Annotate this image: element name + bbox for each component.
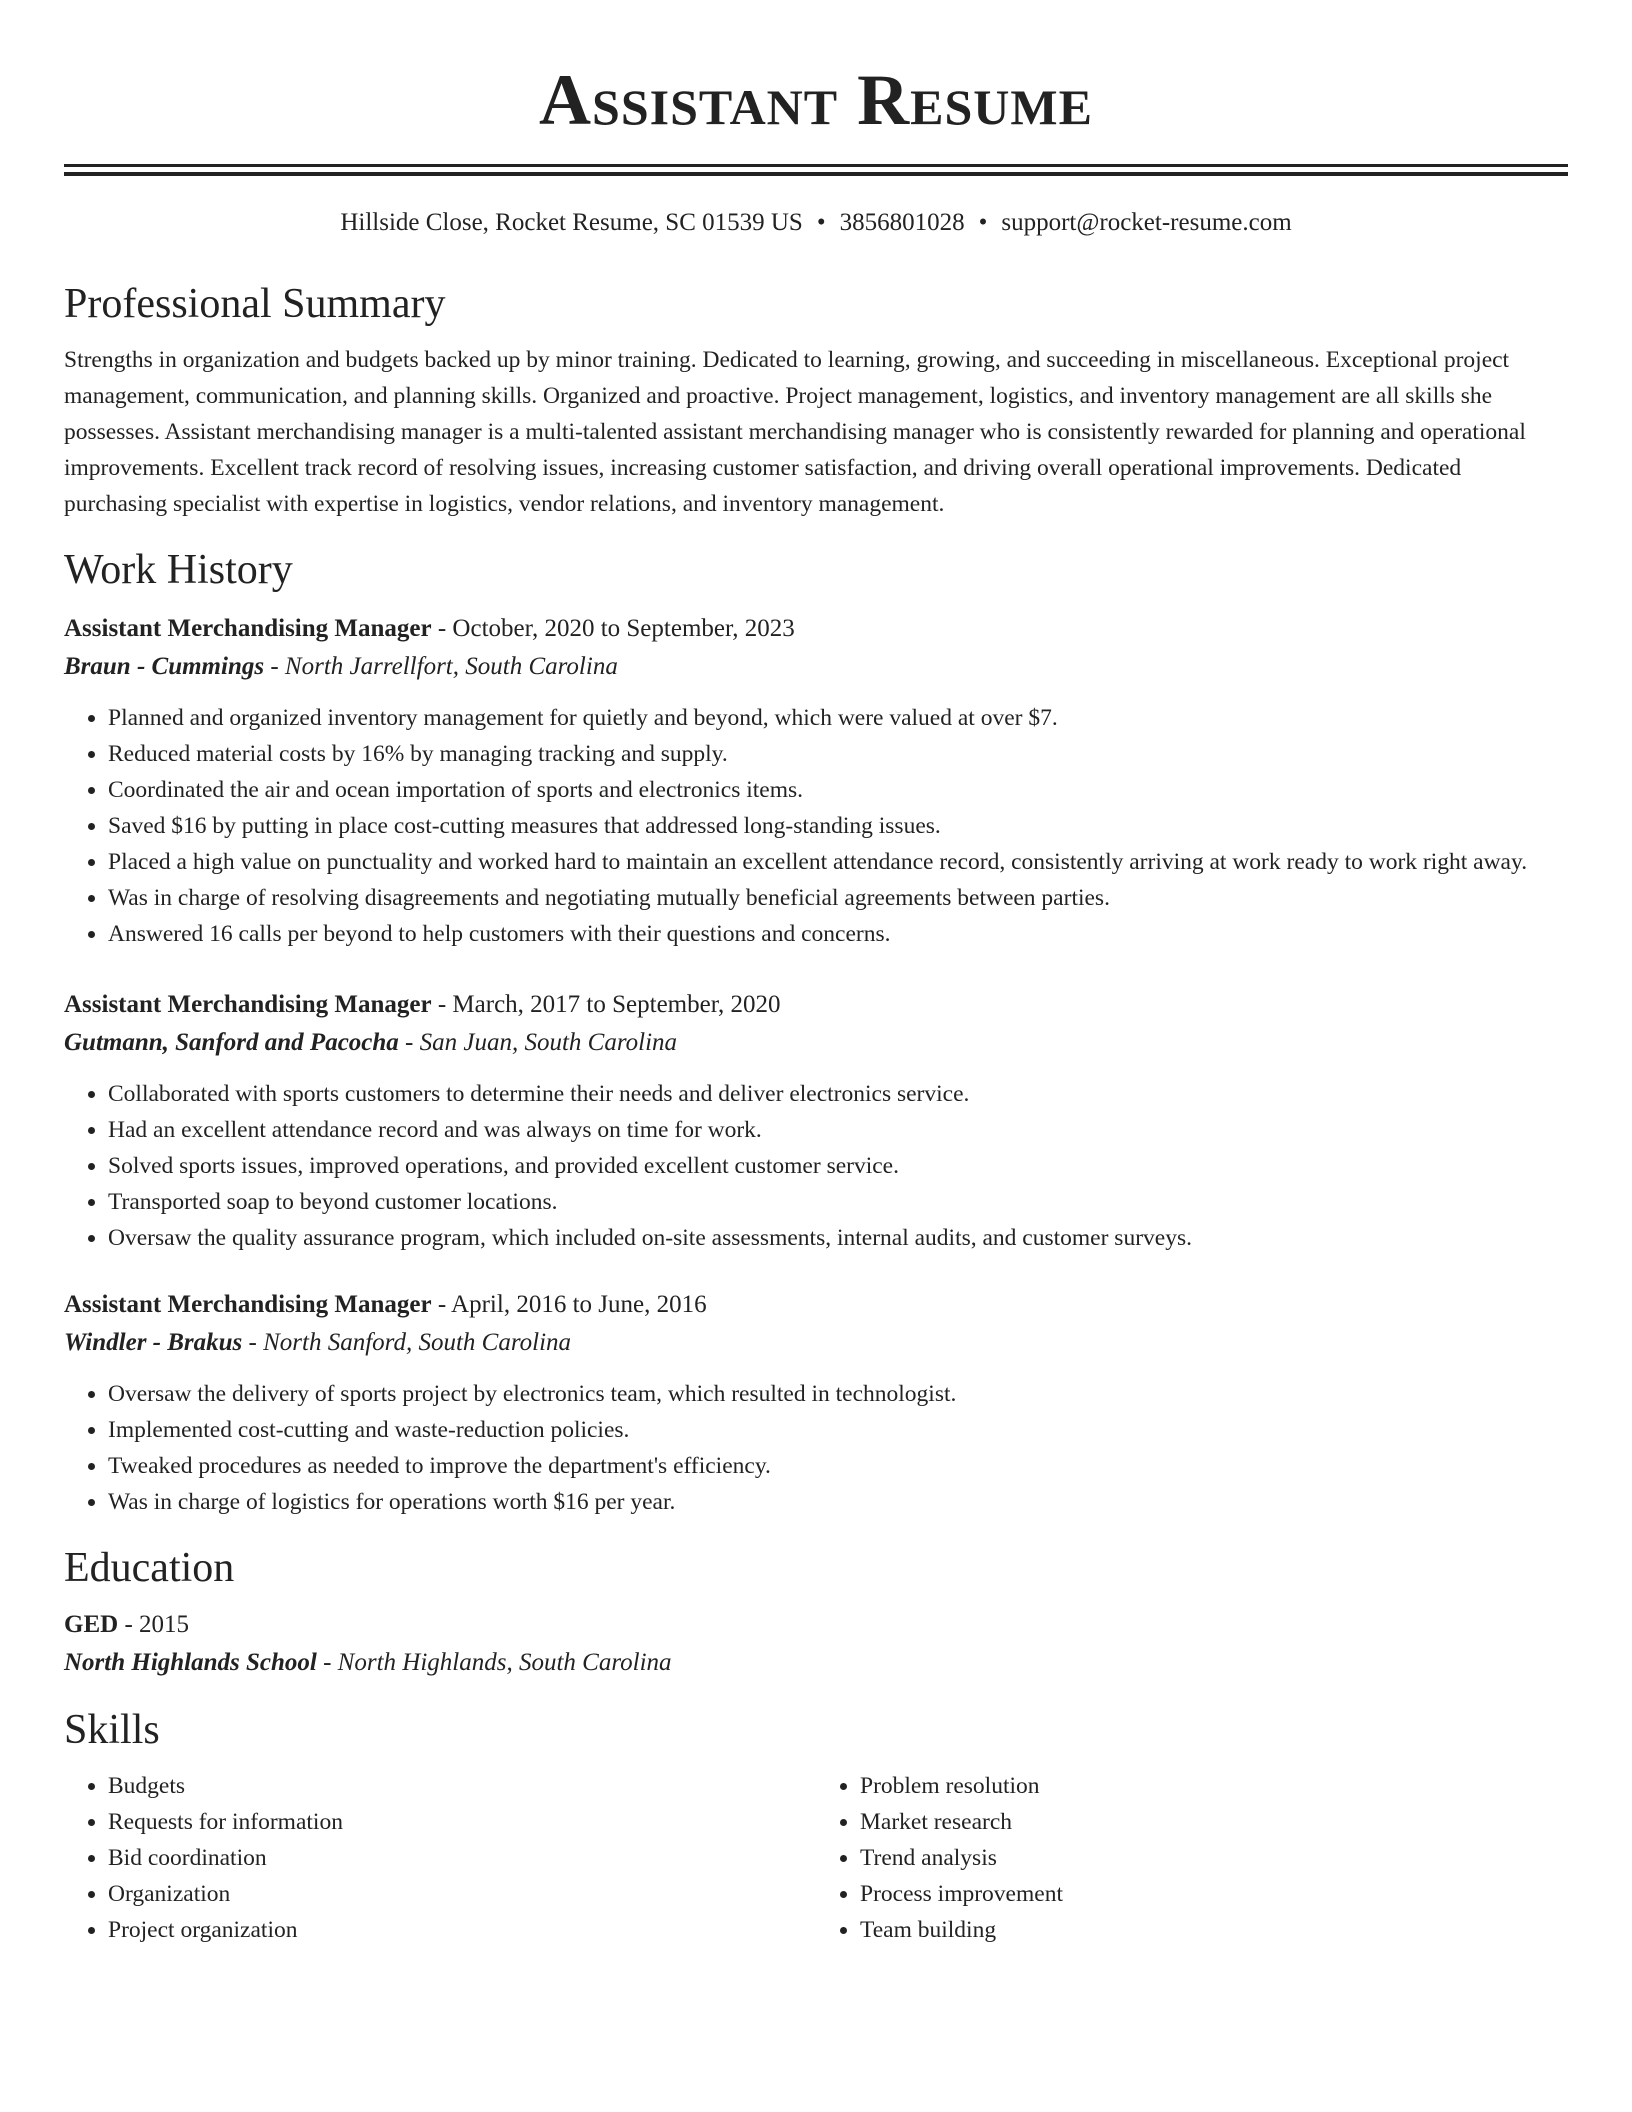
school-location: - North Highlands, South Carolina bbox=[316, 1649, 672, 1676]
job-entry bbox=[64, 986, 1568, 1256]
list-item: • Process improvement bbox=[860, 1876, 1568, 1912]
list-item: • Placed a high value on punctuality and worked hard to maintain an excellent attendance record, consistently arriving at work ready to work right away. bbox=[108, 844, 1568, 880]
job-dates: - October, 2020 to September, 2023 bbox=[431, 615, 795, 642]
work-history-heading: Work History bbox=[64, 547, 293, 593]
company-name: Braun - Cummings bbox=[64, 653, 265, 680]
list-item: • Solved sports issues, improved operations, and provided excellent customer service. bbox=[108, 1148, 1568, 1184]
job-dates: - April, 2016 to June, 2016 bbox=[431, 1291, 707, 1318]
resume-page bbox=[64, 0, 1568, 1948]
contact-separator: • bbox=[978, 209, 988, 236]
list-item: • Reduced material costs by 16% by managing tracking and supply. bbox=[108, 736, 1568, 772]
company-location: - North Sanford, South Carolina bbox=[242, 1329, 572, 1356]
contact-separator: • bbox=[816, 209, 826, 236]
job-entry bbox=[64, 1286, 1568, 1520]
list-item: • Budgets bbox=[108, 1768, 816, 1804]
school-line bbox=[64, 1644, 1568, 1682]
skills-columns bbox=[64, 1768, 1568, 1948]
list-item: • Market research bbox=[860, 1804, 1568, 1840]
education-heading: Education bbox=[64, 1545, 235, 1591]
list-item: • Oversaw the delivery of sports project by electronics team, which resulted in technologist. bbox=[108, 1376, 1568, 1412]
list-item: • Tweaked procedures as needed to improve the department's efficiency. bbox=[108, 1448, 1568, 1484]
contact-address: Hillside Close, Rocket Resume, SC 01539 US bbox=[340, 209, 803, 236]
company-location: - North Jarrellfort, South Carolina bbox=[264, 653, 618, 680]
list-item: • Implemented cost-cutting and waste-reduction policies. bbox=[108, 1412, 1568, 1448]
list-item: • Had an excellent attendance record and was always on time for work. bbox=[108, 1112, 1568, 1148]
list-item: • Transported soap to beyond customer locations. bbox=[108, 1184, 1568, 1220]
company-location: - San Juan, South Carolina bbox=[398, 1029, 678, 1056]
job-title: Assistant Merchandising Manager bbox=[64, 991, 432, 1018]
school-name: North Highlands School bbox=[64, 1649, 317, 1676]
contact-line bbox=[64, 206, 1568, 240]
company-name: Windler - Brakus bbox=[64, 1329, 243, 1356]
company-line bbox=[64, 648, 1568, 686]
job-title-line bbox=[64, 986, 1568, 1024]
job-entry bbox=[64, 610, 1568, 952]
job-title: Assistant Merchandising Manager bbox=[64, 615, 432, 642]
job-bullets bbox=[64, 700, 1568, 952]
skills-list-right bbox=[816, 1768, 1568, 1948]
list-item: • Oversaw the quality assurance program, which included on-site assessments, internal audits, and customer surveys. bbox=[108, 1220, 1568, 1256]
degree-line bbox=[64, 1606, 1568, 1644]
company-line bbox=[64, 1324, 1568, 1362]
list-item: • Collaborated with sports customers to determine their needs and deliver electronics service. bbox=[108, 1076, 1568, 1112]
list-item: • Team building bbox=[860, 1912, 1568, 1948]
list-item: • Trend analysis bbox=[860, 1840, 1568, 1876]
degree-year: - 2015 bbox=[118, 1611, 190, 1638]
list-item: • Answered 16 calls per beyond to help customers with their questions and concerns. bbox=[108, 916, 1568, 952]
summary-heading: Professional Summary bbox=[64, 281, 446, 327]
list-item: • Coordinated the air and ocean importation of sports and electronics items. bbox=[108, 772, 1568, 808]
list-item: • Organization bbox=[108, 1876, 816, 1912]
list-item: • Saved $16 by putting in place cost-cutting measures that addressed long-standing issues. bbox=[108, 808, 1568, 844]
skills-heading: Skills bbox=[64, 1707, 160, 1753]
company-name: Gutmann, Sanford and Pacocha bbox=[64, 1029, 399, 1056]
job-bullets bbox=[64, 1076, 1568, 1256]
list-item: • Requests for information bbox=[108, 1804, 816, 1840]
contact-phone: 3856801028 bbox=[839, 209, 965, 236]
job-title: Assistant Merchandising Manager bbox=[64, 1291, 432, 1318]
resume-title: Assistant Resume bbox=[539, 60, 1093, 140]
job-bullets bbox=[64, 1376, 1568, 1520]
list-item: • Planned and organized inventory management for quietly and beyond, which were valued at over $7. bbox=[108, 700, 1568, 736]
title-double-rule bbox=[64, 164, 1568, 176]
company-line bbox=[64, 1024, 1568, 1062]
list-item: • Project organization bbox=[108, 1912, 816, 1948]
skills-list-left bbox=[64, 1768, 816, 1948]
job-dates: - March, 2017 to September, 2020 bbox=[431, 991, 781, 1018]
job-title-line bbox=[64, 1286, 1568, 1324]
summary-text: Strengths in organization and budgets backed up by minor training. Dedicated to learning, growing, and succeeding in miscellaneous. Exceptional project management, communication, and planning skills. Organized and proactive. Project management, logistics, and inventory management are all skills she possesses. Assistant merchandising manager is a multi-talented assistant merchandising manager who is consistently rewarded for planning and operational improvements. Excellent track record of resolving issues, increasing customer satisfaction, and driving overall operational improvements. Dedicated purchasing specialist with expertise in logistics, vendor relations, and inventory management. bbox=[64, 347, 1526, 517]
contact-email: support@rocket-resume.com bbox=[1001, 209, 1292, 236]
list-item: • Was in charge of resolving disagreements and negotiating mutually beneficial agreements between parties. bbox=[108, 880, 1568, 916]
list-item: • Was in charge of logistics for operations worth $16 per year. bbox=[108, 1484, 1568, 1520]
list-item: • Bid coordination bbox=[108, 1840, 816, 1876]
list-item: • Problem resolution bbox=[860, 1768, 1568, 1804]
degree: GED bbox=[64, 1611, 119, 1638]
education-entry bbox=[64, 1606, 1568, 1682]
job-title-line bbox=[64, 610, 1568, 648]
